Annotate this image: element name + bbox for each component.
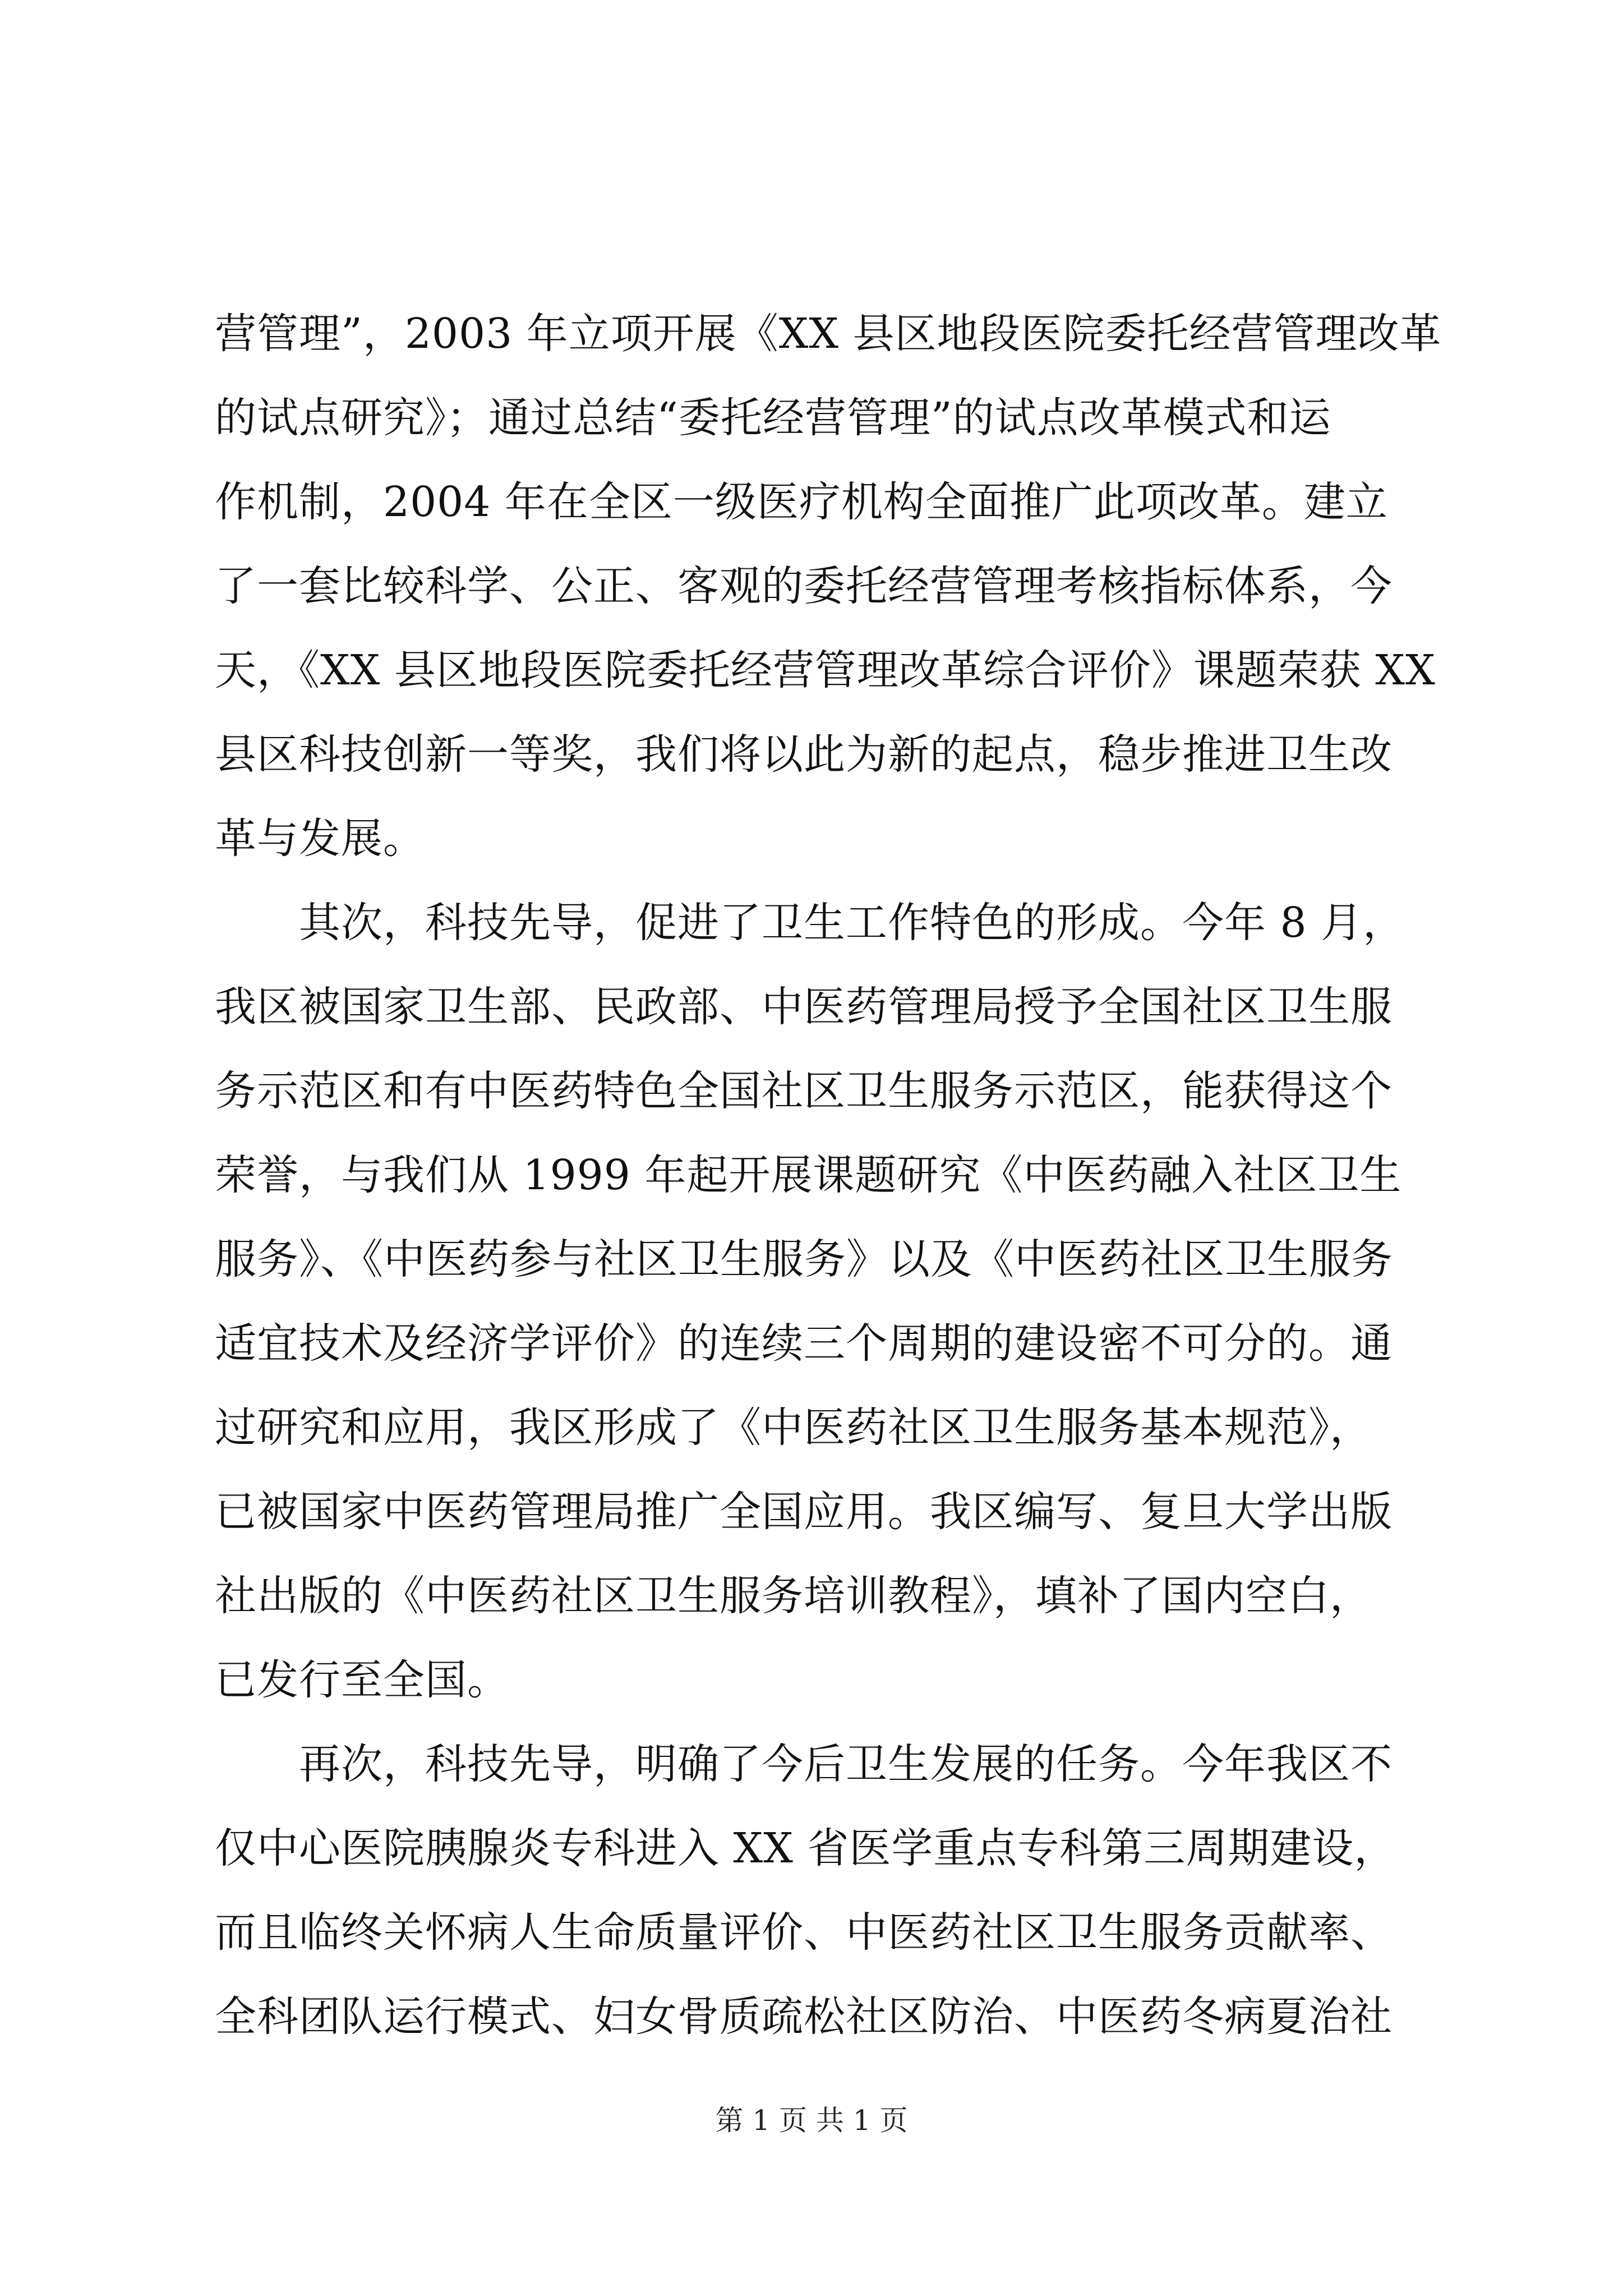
text-line: 的试点研究》；通过总结“委托经营管理”的试点改革模式和运 xyxy=(215,394,1331,442)
text-line: 服务》、《中医药参与社区卫生服务》以及《中医药社区卫生服务 xyxy=(215,1235,1393,1283)
text-line: 荣誉，与我们从 1999 年起开展课题研究《中医药融入社区卫生 xyxy=(215,1151,1402,1199)
text-line: 营管理”，2003 年立项开展《XX 县区地段医院委托经营管理改革 xyxy=(215,310,1442,358)
text-line: 再次，科技先导，明确了今后卫生发展的任务。今年我区不 xyxy=(215,1740,1393,1788)
text-line: 我区被国家卫生部、民政部、中医药管理局授予全国社区卫生服 xyxy=(215,983,1393,1031)
text-line: 社出版的《中医药社区卫生服务培训教程》，填补了国内空白， xyxy=(215,1572,1372,1620)
text-line: 仅中心医院胰腺炎专科进入 XX 省医学重点专科第三周期建设， xyxy=(215,1824,1396,1872)
text-line: 全科团队运行模式、妇女骨质疏松社区防治、中医药冬病夏治社 xyxy=(215,1993,1393,2041)
page-footer xyxy=(0,2101,1623,2140)
text-line: 已发行至全国。 xyxy=(215,1656,509,1704)
text-line: 务示范区和有中医药特色全国社区卫生服务示范区，能获得这个 xyxy=(215,1067,1393,1115)
body-text xyxy=(215,292,1442,2059)
text-line: 适宜技术及经济学评价》的连续三个周期的建设密不可分的。通 xyxy=(215,1319,1393,1368)
page-number-label: 第 1 页 共 1 页 xyxy=(715,2104,908,2137)
text-line: 了一套比较科学、公正、客观的委托经营管理考核指标体系，今 xyxy=(215,562,1393,610)
text-line: 天，《XX 县区地段医院委托经营管理改革综合评价》课题荣获 XX xyxy=(215,646,1436,694)
text-line: 革与发展。 xyxy=(215,815,425,863)
text-line: 过研究和应用，我区形成了《中医药社区卫生服务基本规范》， xyxy=(215,1404,1372,1452)
text-line: 县区科技创新一等奖，我们将以此为新的起点，稳步推进卫生改 xyxy=(215,730,1393,779)
text-line: 已被国家中医药管理局推广全国应用。我区编写、复旦大学出版 xyxy=(215,1488,1393,1536)
text-line: 作机制，2004 年在全区一级医疗机构全面推广此项改革。建立 xyxy=(215,478,1388,526)
text-line: 而且临终关怀病人生命质量评价、中医药社区卫生服务贡献率、 xyxy=(215,1908,1393,1957)
text-line: 其次，科技先导，促进了卫生工作特色的形成。今年 8 月， xyxy=(215,899,1405,947)
